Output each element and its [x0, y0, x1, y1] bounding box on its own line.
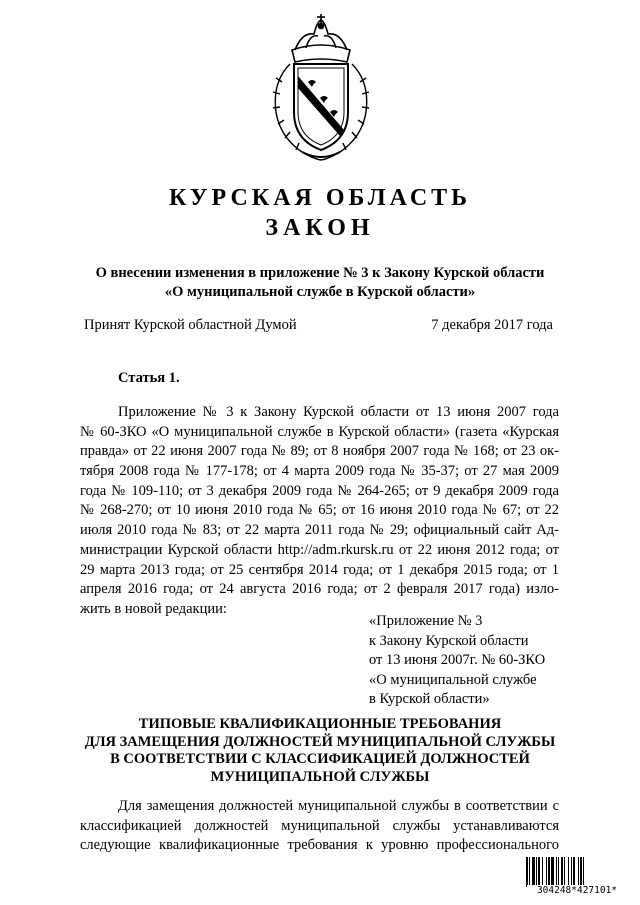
heading-line: ТИПОВЫЕ КВАЛИФИКАЦИОННЫЕ ТРЕБОВАНИЯ: [138, 716, 502, 732]
paragraph-line: правда» от 22 июня 2007 года № 89; от 8 ноября 2007 года № 168; от 23 ок-: [80, 443, 559, 460]
document-type-title: ЗАКОН: [265, 215, 375, 241]
paragraph-line: № 60-ЗКО «О муниципальной службе в Курской области» (газета «Курская: [80, 423, 559, 440]
paragraph-line: тября 2008 года № 177-178; от 4 марта 2009 года № 35-37; от 27 мая 2009: [80, 463, 559, 480]
region-title: КУРСКАЯ ОБЛАСТЬ: [168, 185, 472, 211]
article-paragraph: [80, 403, 559, 620]
adoption-date: 7 декабря 2017 года: [431, 317, 553, 333]
barcode-bar: [538, 857, 540, 887]
barcode-bar: [548, 857, 550, 887]
article-title: Статья 1.: [118, 370, 180, 386]
barcode-bar: [551, 857, 554, 887]
section-heading: [40, 716, 600, 786]
annex-line: от 13 июня 2007г. № 60-ЗКО: [369, 652, 546, 669]
barcode-bar: [568, 857, 569, 887]
paragraph-line: Для замещения должностей муниципальной службы в соответствии с: [118, 798, 559, 814]
subject-line: О внесении изменения в приложение № 3 к Закону Курской области: [95, 265, 545, 281]
paragraph-line: жить в новой редакции:: [80, 600, 227, 617]
barcode-bar: [561, 857, 563, 887]
barcode-bar: [542, 857, 543, 887]
paragraph-line: № 268-270; от 10 июня 2010 года № 65; от 16 июня 2010 года № 67; от 22: [80, 502, 559, 519]
barcode-bar: [536, 857, 537, 887]
barcode-bar: [546, 857, 547, 887]
paragraph-line: Приложение № 3 к Закону Курской области от 13 июня 2007 года: [118, 404, 559, 420]
barcode-bar: [578, 857, 579, 887]
annex-line: «О муниципальной службе: [369, 671, 537, 688]
barcode-bar: [583, 857, 584, 887]
barcode-bar: [556, 857, 557, 887]
heading-line: МУНИЦИПАЛЬНОЙ СЛУЖБЫ: [210, 768, 430, 785]
barcode-bar: [526, 857, 528, 887]
barcode-bar: [564, 857, 565, 887]
barcode-bar: [573, 857, 575, 887]
paragraph-line: следующие квалификационные требования к уровню профессионального: [80, 837, 559, 854]
annex-line: «Приложение № 3: [369, 613, 483, 629]
paragraph-line: министрации Курской области http://adm.rkursk.ru от 22 июня 2012 года; от: [80, 541, 559, 558]
heading-line: ДЛЯ ЗАМЕЩЕНИЯ ДОЛЖНОСТЕЙ МУНИЦИПАЛЬНОЙ СЛУЖБЫ: [84, 733, 556, 750]
annex-line: к Закону Курской области: [369, 632, 529, 649]
body-paragraph: [80, 797, 559, 856]
subject-line: «О муниципальной службе в Курской области»: [164, 284, 476, 300]
annex-reference: [369, 612, 545, 710]
adopted-by: Принят Курской областной Думой: [84, 317, 297, 333]
barcode-bar: [571, 857, 572, 887]
paragraph-line: года № 109-110; от 3 декабря 2009 года № 264-265; от 9 декабря 2009 года: [80, 482, 559, 499]
barcode-bar: [580, 857, 582, 887]
barcode-bar: [532, 857, 535, 887]
paragraph-line: классификацией должностей муниципальной службы устанавливаются: [80, 817, 559, 834]
paragraph-line: июля 2010 года № 83; от 22 марта 2011 года № 29; официальный сайт Ад-: [80, 522, 559, 539]
barcode-bar: [529, 857, 530, 887]
heading-line: В СООТВЕТСТВИИ С КЛАССИФИКАЦИЕЙ ДОЛЖНОСТЕЙ: [110, 751, 530, 767]
coat-of-arms-emblem: [262, 12, 380, 162]
barcode-bar: [558, 857, 559, 887]
law-subject: [60, 264, 580, 302]
barcode-number: 304248*427101*: [527, 885, 627, 897]
paragraph-line: 29 марта 2013 года; от 25 сентября 2014 года; от 1 декабря 2015 года; от 1: [80, 561, 559, 578]
annex-line: в Курской области»: [369, 691, 490, 708]
paragraph-line: апреля 2016 года; от 24 августа 2016 года; от 2 февраля 2017 года) изло-: [80, 581, 559, 598]
